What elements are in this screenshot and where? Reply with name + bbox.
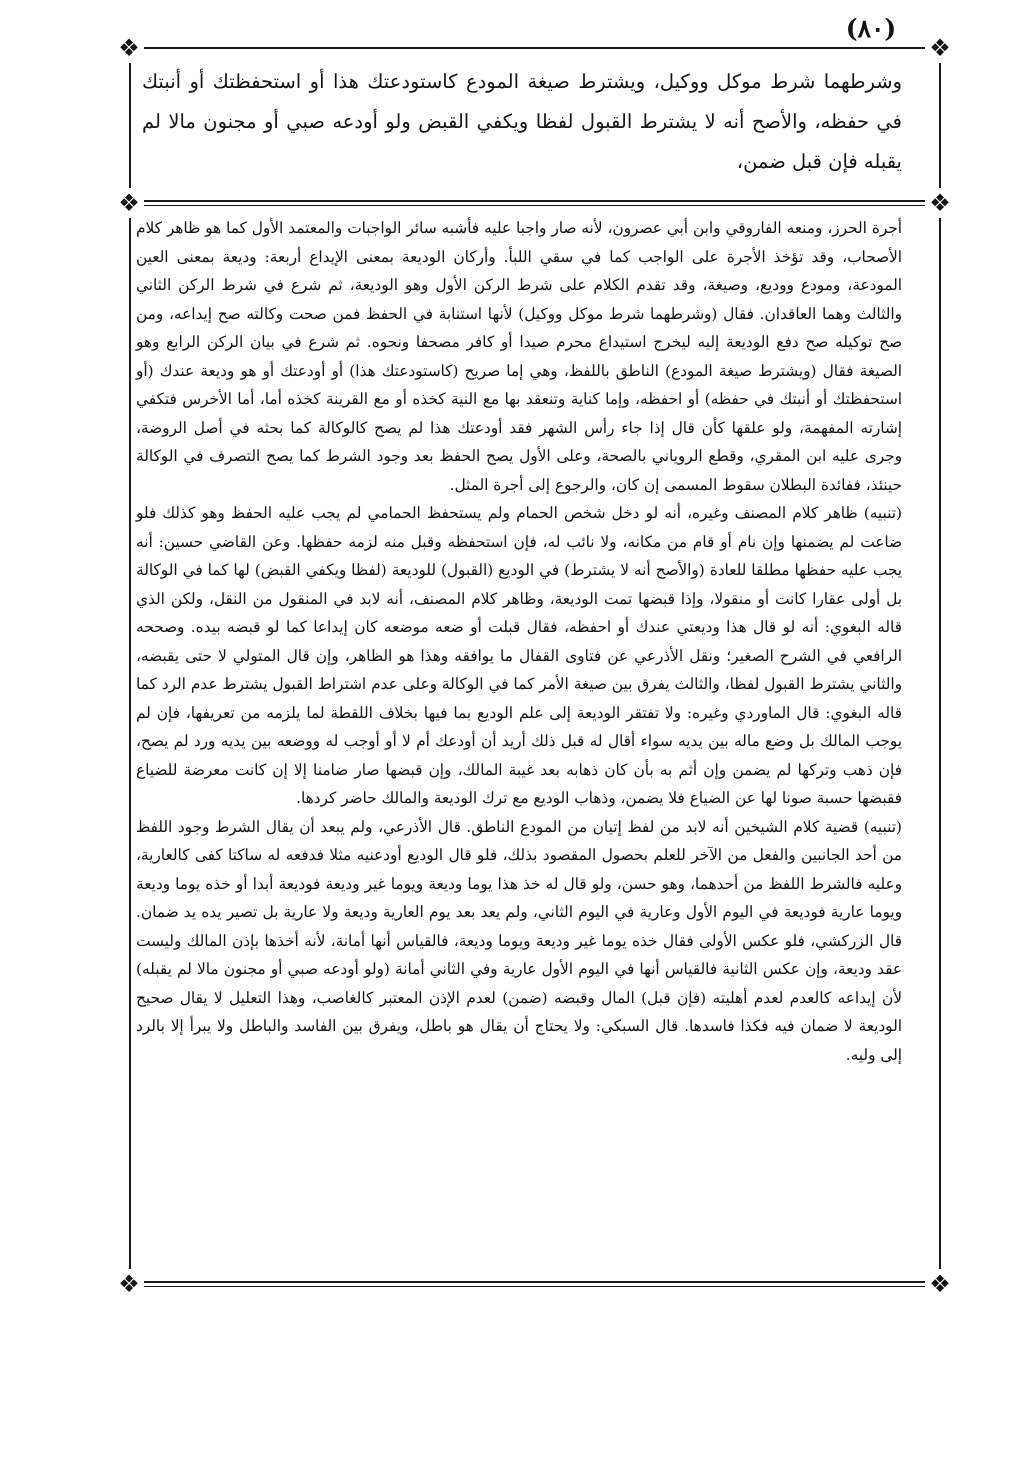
sharh-paragraph-1: أجرة الحرز، ومنعه الفاروقي وابن أبي عصرون، لأنه صار واجبا عليه فأشبه سائر الواجبات والمعتمد الأول كما هو ظاهر كلام الأصحاب، وقد تؤخذ الأجرة على الواجب كما في سقي اللبأ. وأركان الوديعة بمعنى الإيداع أربعة: وديعة بمعنى العين المودعة، ومودع ووديع، وصيغة، وقد تقدم الكلام على شرط الركن الأول وهو الوديعة، ثم شرع في شرط الركن الثاني والثالث وهما العاقدان. فقال (وشرطهما شرط موكل ووكيل) لأنها استنابة في الحفظ فمن صحت وكالته صح إيداعه، ومن صح توكيله صح دفع الوديعة إليه ليخرج استيداع محرم صيدا أو كافر مصحفا ونحوه. ثم شرع في بيان الركن الرابع وهو الصيغة فقال (ويشترط صيغة المودع) الناطق باللفظ، وهي إما صريح (كاستودعتك هذا) أو أودعتك أو هو وديعة عندك (أو استحفظتك أو أنبتك في حفظه) أو احفظه، وإما كناية وتنعقد بها مع النية كخذه أو مع القرينة كخذه أما، أما الأخرس فتكفي إشارته المفهمة، ولو علقها كأن قال إذا جاء رأس الشهر فقد أودعتك هذا لم يصح كالوكالة كما بحثه في أصل الروضة، وجرى عليه ابن المقري، وقطع الروياني بالصحة، وعلى الأول يصح الحفظ بعد وجود الشرط كما يصح التصرف في الوكالة حينئذ، ففائدة البطلان سقوط المسمى إن كان، والرجوع إلى أجرة المثل.: [136, 219, 902, 494]
right-border-line: [939, 47, 941, 1299]
divider-line-upper: [131, 200, 939, 202]
divider-line-lower: [131, 205, 939, 206]
sharh-paragraph-2: (تنبيه) ظاهر كلام المصنف وغيره، أنه لو دخل شخص الحمام ولم يستحفظ الحمامي لم يجب عليه الحفظ وهو كذلك فلو ضاعت لم يضمنها وإن نام أو قام من مكانه، ولا نائب له، فإن استحفظه وقبل منه لزمه حفظها. وعن القاضي حسين: أنه يجب عليه حفظها مطلقا للعادة (والأصح أنه لا يشترط) في الوديع (القبول) للوديعة (لفظا ويكفي القبض) لها كما في الوكالة بل أولى عقارا كانت أو منقولا، وإذا قبضها تمت الوديعة، وظاهر كلام المصنف، أنه لابد في المنقول من النقل، ولكن الذي قاله البغوي: أنه لو قال هذا وديعتي عندك أو احفظه، فقال قبلت أو ضعه موضعه كان إيداعا كما لو قبضه بيده. وصححه الرافعي في الشرح الصغير؛ ونقل الأذرعي عن فتاوى القفال ما يوافقه وهذا هو الظاهر، وإن قال المتولي لا حتى يقبضه، والثاني يشترط القبول لفظا، والثالث يفرق بين صيغة الأمر كما في الوكالة وعلى عدم اشتراط القبول يشترط عدم الرد كما قاله البغوي: قال الماوردي وغيره: ولا تفتقر الوديعة إلى علم الوديع بما فيها بخلاف اللقطة لما يلزمه من تعريفها، فإن لم يوجب المالك بل وضع ماله بين يديه سواء أقال له قبل ذلك أريد أن أودعك أم لا أو أوجب له ووضعه بين يديه ورد لم يصح، فإن ذهب وتركها لم يضمن وإن أثم به بأن كان ذهابه بعد غيبة المالك، وإن قبضها صار ضامنا إلا إن كانت معرضة للضياع فقبضها حسبة صونا لها عن الضياع فلا يضمن، وذهاب الوديع مع ترك الوديعة والمالك حاضر كردها.: [136, 504, 902, 807]
ornament-top-left-icon: ❖: [114, 33, 144, 63]
ornament-bottom-left-icon: ❖: [114, 1269, 144, 1299]
left-border-line: [129, 47, 131, 1299]
matn-paragraph: وشرطهما شرط موكل ووكيل، ويشترط صيغة المودع كاستودعتك هذا أو استحفظتك أو أنبتك في حفظه، والأصح أنه لا يشترط القبول لفظا ويكفي القبض ولو أودعه صبي أو مجنون مالا لم يقبله فإن قبل ضمن،: [142, 70, 902, 173]
ornament-top-right-icon: ❖: [925, 33, 955, 63]
ornament-divider-right-icon: ❖: [925, 188, 955, 218]
top-border-line: [124, 47, 946, 49]
matn-text-block: [142, 62, 902, 182]
ornament-bottom-right-icon: ❖: [925, 1269, 955, 1299]
sharh-text-block: [136, 214, 902, 1069]
page-number: (٨٠): [845, 14, 897, 43]
bottom-border-line-inner: [131, 1286, 939, 1287]
bottom-border-line: [124, 1281, 946, 1283]
sharh-paragraph-3: (تنبيه) قضية كلام الشيخين أنه لابد من لفظ إتيان من المودع الناطق. قال الأذرعي، ولم يبعد أن يقال الشرط وجود اللفظ من أحد الجانبين والفعل من الآخر للعلم بحصول المقصود بذلك، فلو قال الوديع أودعنيه مثلا فدفعه له ساكتا كفى كالعارية، وعليه فالشرط اللفظ من أحدهما، وهو حسن، ولو قال له خذ هذا يوما وديعة ويوما غير وديعة فوديعة أبدا أو خذه يوما وديعة ويوما عارية فوديعة في اليوم الأول وعارية في اليوم الثاني، ولم يعد بعد يوم العارية وديعة ولا عارية بل تصير يده يد ضمان. قال الزركشي، فلو عكس الأولى فقال خذه يوما غير وديعة ويوما وديعة، فالقياس أنها أمانة، لأنه أخذها بإذن المالك وليست عقد وديعة، وإن عكس الثانية فالقياس أنها في اليوم الأول عارية وفي الثاني أمانة (ولو أودعه صبي أو مجنون مالا لم يقبله) لأن إيداعه كالعدم لعدم أهليته (فإن قبل) المال وقبضه (ضمن) لعدم الإذن المعتبر كالغاصب، وهذا التعليل لا يقال صحيح الوديعة لا ضمان فيه فكذا فاسدها. قال السبكي: ولا يحتاج أن يقال هو باطل، ويفرق بين الفاسد والباطل ولا يبرأ إلا بالرد إلى وليه.: [136, 817, 903, 1064]
ornament-divider-left-icon: ❖: [114, 188, 144, 218]
